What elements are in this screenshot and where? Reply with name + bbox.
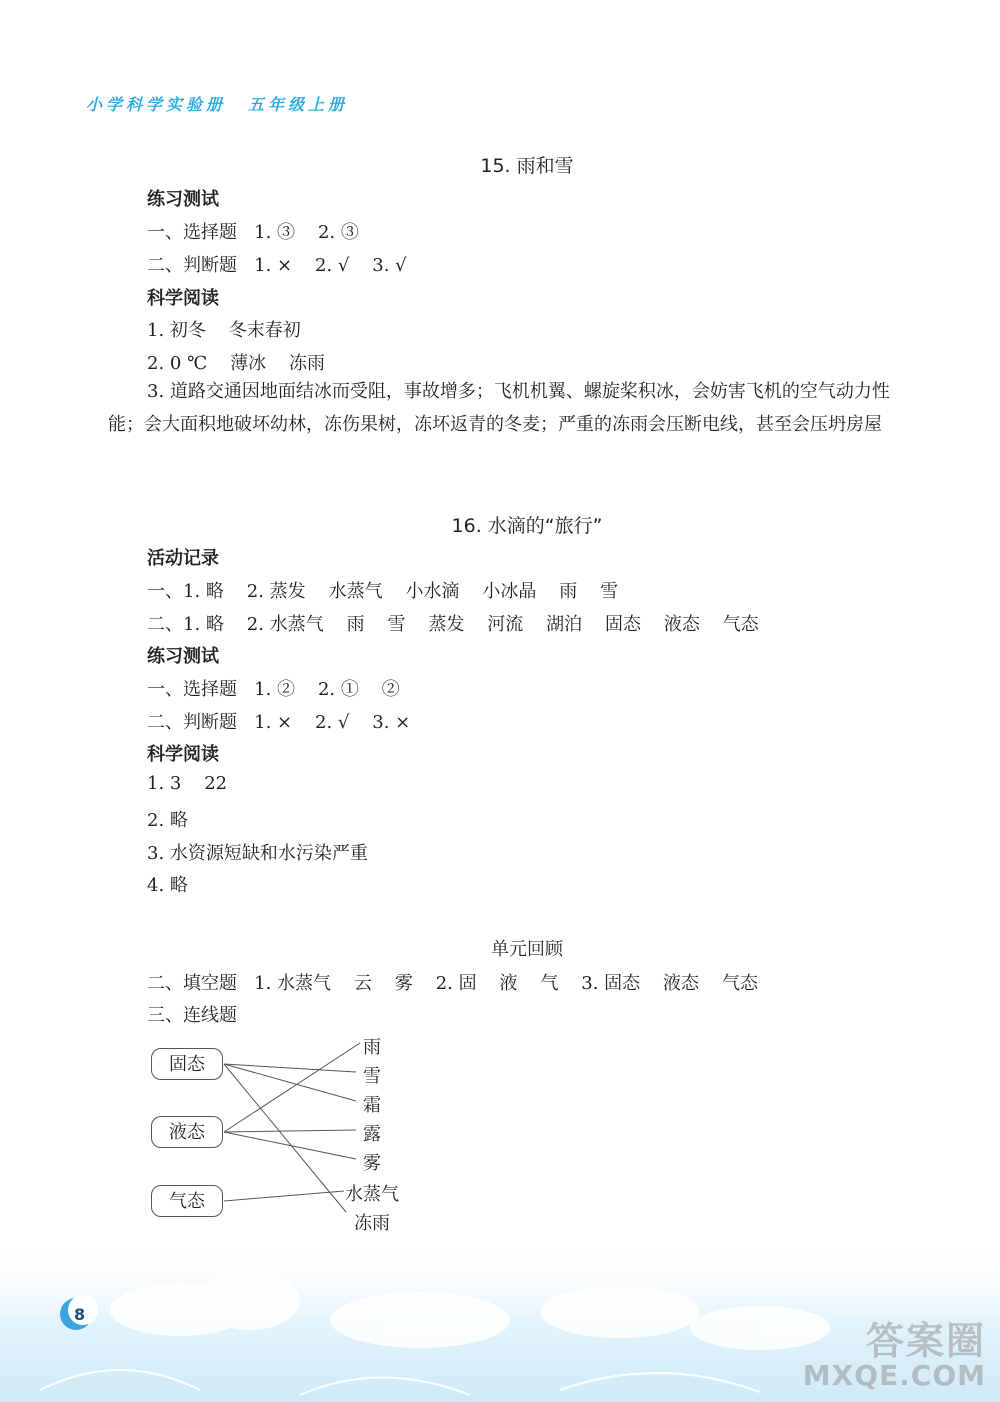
lesson-16-activity-heading: 活动记录: [147, 548, 219, 569]
lesson-16-choice-answers: 一、选择题 1. ② 2. ① ②: [147, 679, 400, 700]
phenomenon-freezing-rain: 冻雨: [354, 1213, 390, 1234]
watermark-url: MXQE.COM: [802, 1359, 986, 1392]
lesson-15-reading-2: 2. 0 ℃ 薄冰 冻雨: [147, 353, 325, 374]
watermark: [803, 1310, 986, 1392]
lesson-16-judge-answers: 二、判断题 1. × 2. √ 3. ×: [147, 712, 411, 733]
lesson-15-practice-heading: 练习测试: [147, 189, 219, 210]
lesson-16-reading-2: 2. 略: [147, 810, 188, 831]
lesson-15-reading-heading: 科学阅读: [147, 288, 219, 309]
review-fill-answers: 二、填空题 1. 水蒸气 云 雾 2. 固 液 气 3. 固态 液态 气态: [147, 973, 758, 994]
book-grade: 五年级上册: [248, 95, 349, 114]
page-number: 8: [74, 1305, 86, 1324]
book-title: 小学科学实验册: [86, 95, 227, 114]
lesson-16-activity-1: 一、1. 略 2. 蒸发 水蒸气 小水滴 小冰晶 雨 雪: [147, 581, 619, 602]
match-line-liquid-dew: [224, 1130, 356, 1132]
match-line-solid-frost: [224, 1064, 356, 1101]
lesson-15-reading-1: 1. 初冬 冬末春初: [147, 320, 301, 341]
lesson-16-reading-3: 3. 水资源短缺和水污染严重: [147, 843, 368, 864]
match-line-liquid-rain: [224, 1043, 360, 1132]
phenomenon-fog: 雾: [363, 1153, 381, 1174]
lesson-16-practice-heading: 练习测试: [147, 646, 219, 667]
match-line-solid-freezing-rain: [224, 1064, 346, 1212]
phenomenon-frost: 霜: [363, 1095, 381, 1116]
phenomenon-dew: 露: [363, 1124, 381, 1145]
review-match-heading: 三、连线题: [147, 1005, 237, 1026]
match-line-gas-vapor: [224, 1191, 344, 1201]
phenomenon-water-vapor: 水蒸气: [345, 1184, 399, 1205]
lesson-16-reading-4: 4. 略: [147, 875, 188, 896]
match-line-liquid-fog: [224, 1132, 356, 1159]
review-title: 单元回顾: [491, 939, 563, 960]
lesson-16-reading-heading: 科学阅读: [147, 744, 219, 765]
lesson-16-activity-2: 二、1. 略 2. 水蒸气 雨 雪 蒸发 河流 湖泊 固态 液态 气态: [147, 614, 759, 635]
watermark-cn: 答案圈: [865, 1319, 986, 1363]
match-line-solid-snow: [224, 1064, 356, 1072]
state-box-gas: 气态: [151, 1185, 223, 1217]
phenomenon-rain: 雨: [363, 1037, 381, 1058]
lesson-16-title: 16. 水滴的“旅行”: [451, 515, 603, 537]
lesson-15-choice-answers: 一、选择题 1. ③ 2. ③: [147, 222, 359, 243]
phenomenon-snow: 雪: [363, 1066, 381, 1087]
state-box-liquid: 液态: [151, 1116, 223, 1148]
state-box-solid: 固态: [151, 1048, 223, 1080]
lesson-15-title: 15. 雨和雪: [480, 155, 574, 177]
lesson-16-reading-1: 1. 3 22: [147, 773, 228, 794]
lesson-15-reading-3: 3. 道路交通因地面结冰而受阻，事故增多；飞机机翼、螺旋桨积冰，会妨害飞机的空气动力性能；会大面积地破坏幼林，冻伤果树，冻坏返青的冬麦；严重的冻雨会压断电线，甚至会压坍房屋: [108, 381, 890, 435]
lesson-15-judge-answers: 二、判断题 1. × 2. √ 3. √: [147, 255, 407, 276]
